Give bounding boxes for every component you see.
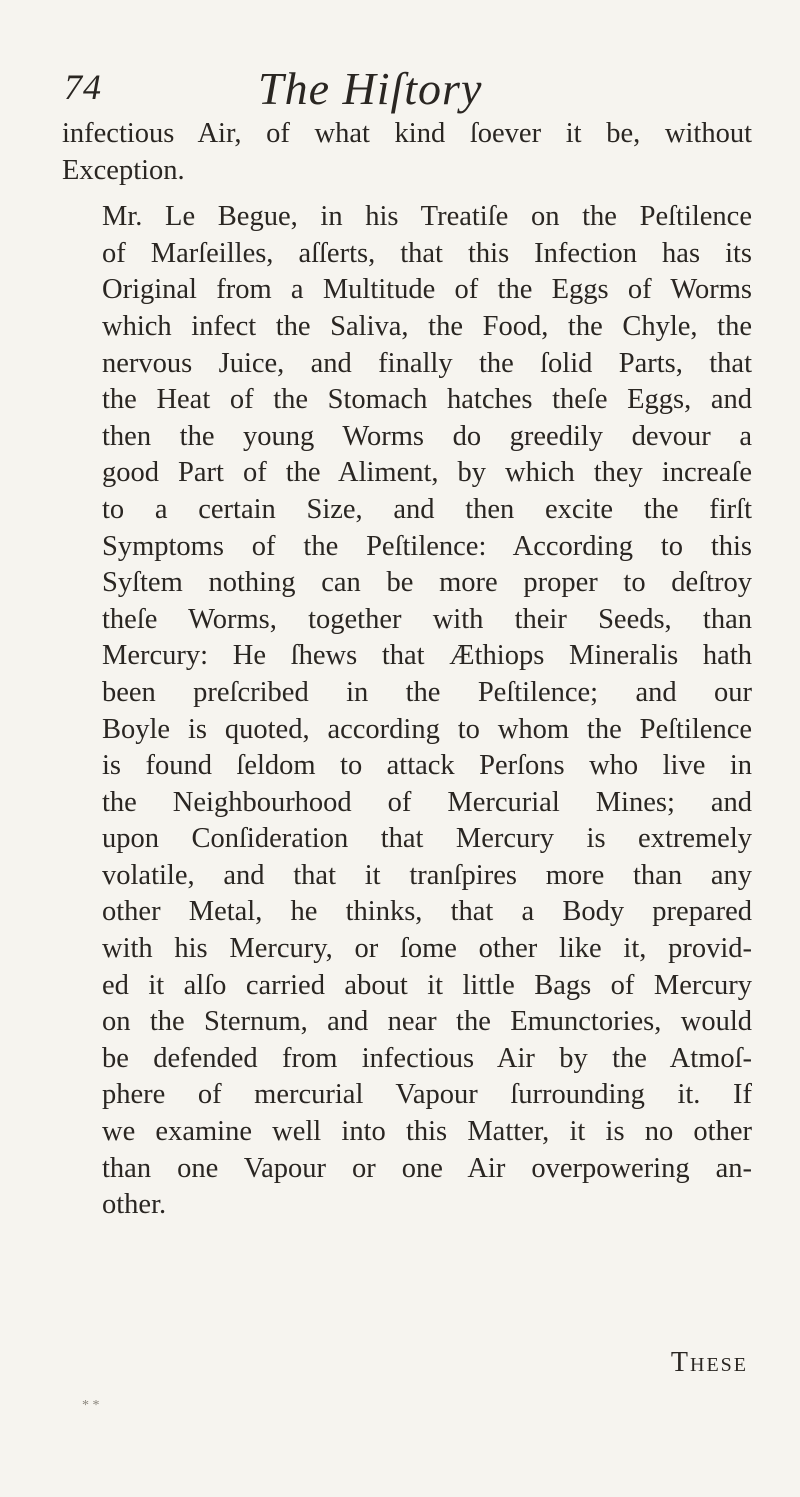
text-line: Boyle is quoted, according to whom the Peſtilence [102,713,752,745]
text-line: phere of mercurial Vapour ſurrounding it. If [102,1079,752,1111]
body-text [62,116,752,1224]
page-header [58,62,748,112]
text-line: Exception. [62,154,185,186]
text-line: Symptoms of the Peſtilence: According to this [102,530,752,562]
text-line: good Part of the Aliment, by which they increaſe [102,457,752,489]
page-number: 74 [64,67,102,107]
text-line: than one Vapour or one Air overpowering an- [102,1152,752,1184]
signature-mark: * * [82,1398,100,1413]
text-line: other. [102,1189,167,1221]
text-line: with his Mercury, or ſome other like it, provid- [102,933,752,965]
text-line: other Metal, he thinks, that a Body prepared [102,896,752,928]
text-line: upon Conſideration that Mercury is extremely [102,823,752,855]
text-line: Syſtem nothing can be more proper to deſtroy [102,567,752,599]
text-line: on the Sternum, and near the Emunctories, would [102,1006,752,1038]
running-head: The Hiſtory [258,63,483,114]
catchword: These [670,1347,748,1378]
text-line: infectious Air, of what kind ſoever it be, without [62,118,752,149]
text-line: which infect the Saliva, the Food, the Chyle, the [102,310,752,342]
text-line: Mercury: He ſhews that Æthiops Mineralis hath [102,640,752,672]
paragraph-1 [62,116,752,189]
text-line: of Marſeilles, aſſerts, that this Infection has its [102,237,752,269]
text-line: we examine well into this Matter, it is no other [102,1116,752,1148]
text-line: Original from a Multitude of the Eggs of Worms [102,274,752,306]
text-line: is found ſeldom to attack Perſons who live in [102,750,752,782]
text-line: nervous Juice, and finally the ſolid Parts, that [102,347,752,379]
text-line: Mr. Le Begue, in his Treatiſe on the Peſtilence [102,201,752,233]
text-line: the Neighbourhood of Mercurial Mines; and [102,786,752,818]
text-line: volatile, and that it tranſpires more than any [102,859,752,891]
text-line: then the young Worms do greedily devour a [102,420,752,452]
text-line: been preſcribed in the Peſtilence; and our [102,676,752,708]
text-line: be defended from infectious Air by the Atmoſ- [102,1042,752,1074]
text-line: ed it alſo carried about it little Bags of Mercury [102,969,752,1001]
text-line: the Heat of the Stomach hatches theſe Eggs, and [102,384,752,416]
text-line: theſe Worms, together with their Seeds, than [102,603,752,635]
paragraph-2 [62,199,752,1224]
text-line: to a certain Size, and then excite the firſt [102,493,752,525]
